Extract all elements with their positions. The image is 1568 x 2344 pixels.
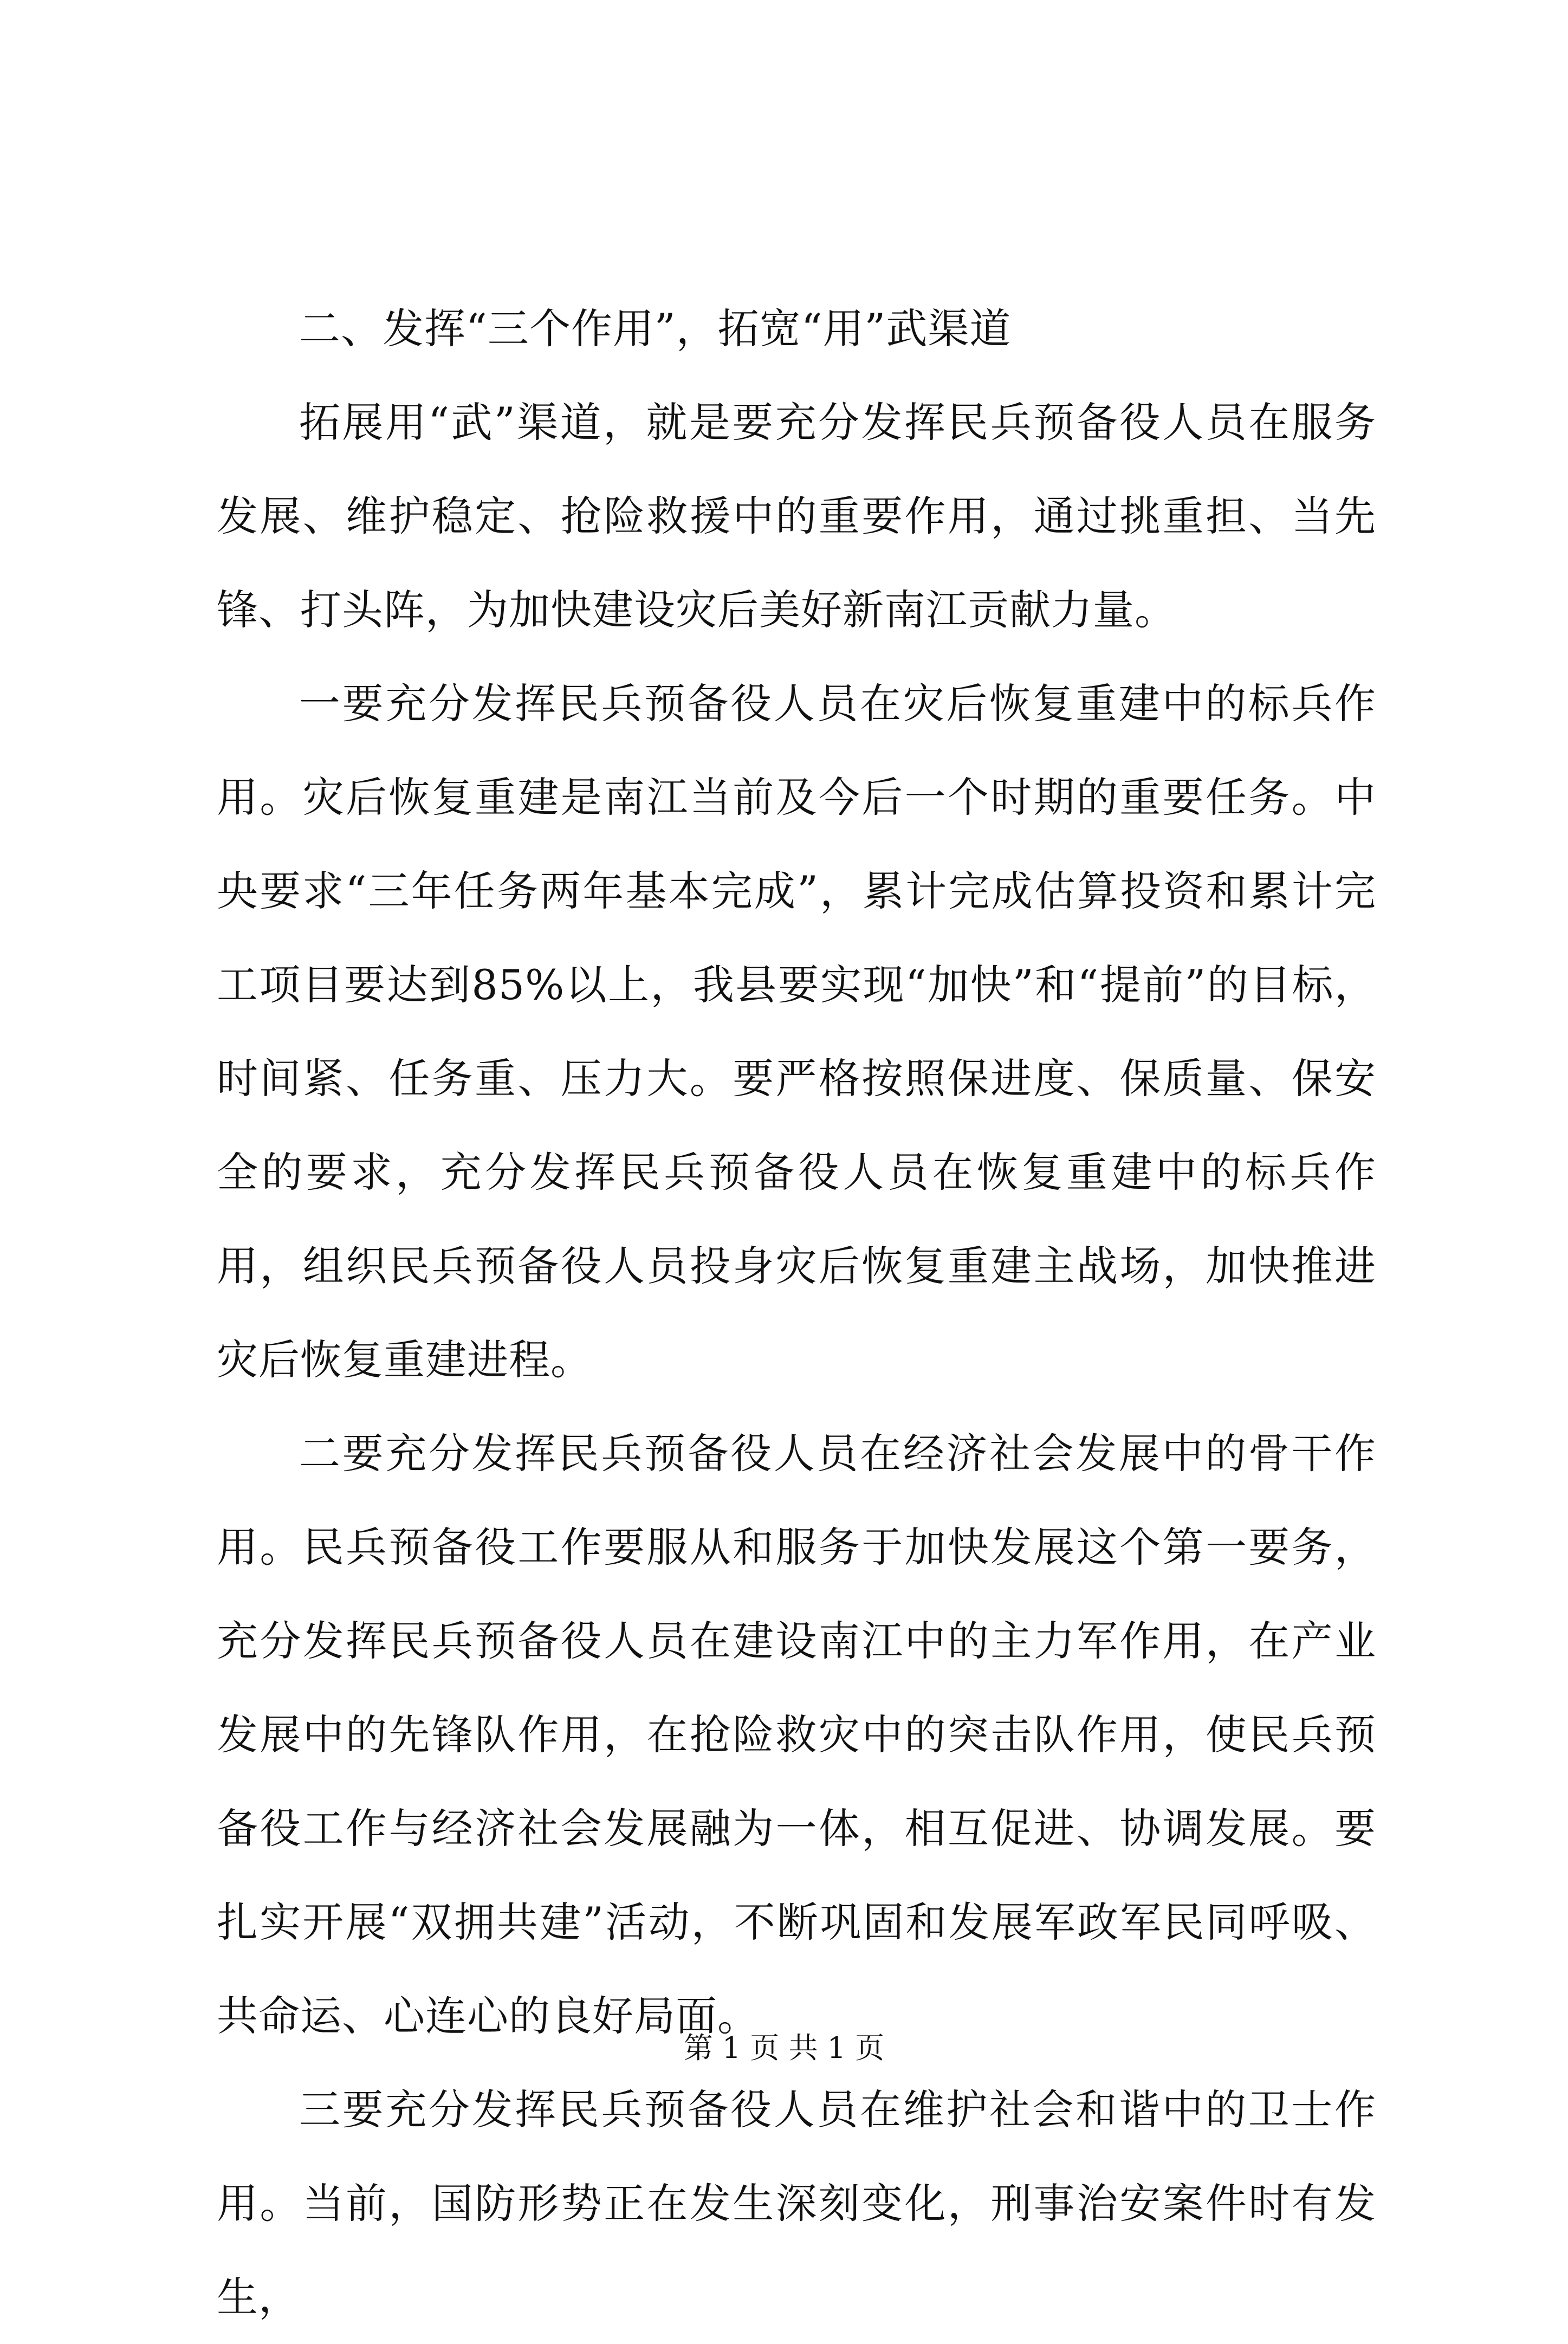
paragraph-intro: 拓展用“武”渠道，就是要充分发挥民兵预备役人员在服务发展、维护稳定、抢险救援中的重要作用，通过挑重担、当先锋、打头阵，为加快建设灾后美好新南江贡献力量。 <box>217 398 1376 634</box>
page-number-footer: 第 1 页 共 1 页 <box>683 2031 885 2065</box>
paragraph-point-three: 三要充分发挥民兵预备役人员在维护社会和谐中的卫士作用。当前，国防形势正在发生深刻变化，刑事治安案件时有发生， <box>217 2086 1376 2321</box>
section-heading: 二、发挥“三个作用”，拓宽“用”武渠道 <box>299 305 1012 353</box>
paragraph-point-two: 二要充分发挥民兵预备役人员在经济社会发展中的骨干作用。民兵预备役工作要服从和服务于加快发展这个第一要务，充分发挥民兵预备役人员在建设南江中的主力军作用，在产业发展中的先锋队作用，在抢险救灾中的突击队作用，使民兵预备役工作与经济社会发展融为一体，相互促进、协调发展。要扎实开展“双拥共建”活动，不断巩固和发展军政军民同呼吸、共命运、心连心的良好局面。 <box>217 1429 1376 2040</box>
paragraph-point-one: 一要充分发挥民兵预备役人员在灾后恢复重建中的标兵作用。灾后恢复重建是南江当前及今后一个时期的重要任务。中央要求“三年任务两年基本完成”，累计完成估算投资和累计完工项目要达到85%以上，我县要实现“加快”和“提前”的目标，时间紧、任务重、压力大。要严格按照保进度、保质量、保安全的要求，充分发挥民兵预备役人员在恢复重建中的标兵作用，组织民兵预备役人员投身灾后恢复重建主战场，加快推进灾后恢复重建进程。 <box>217 679 1376 1384</box>
